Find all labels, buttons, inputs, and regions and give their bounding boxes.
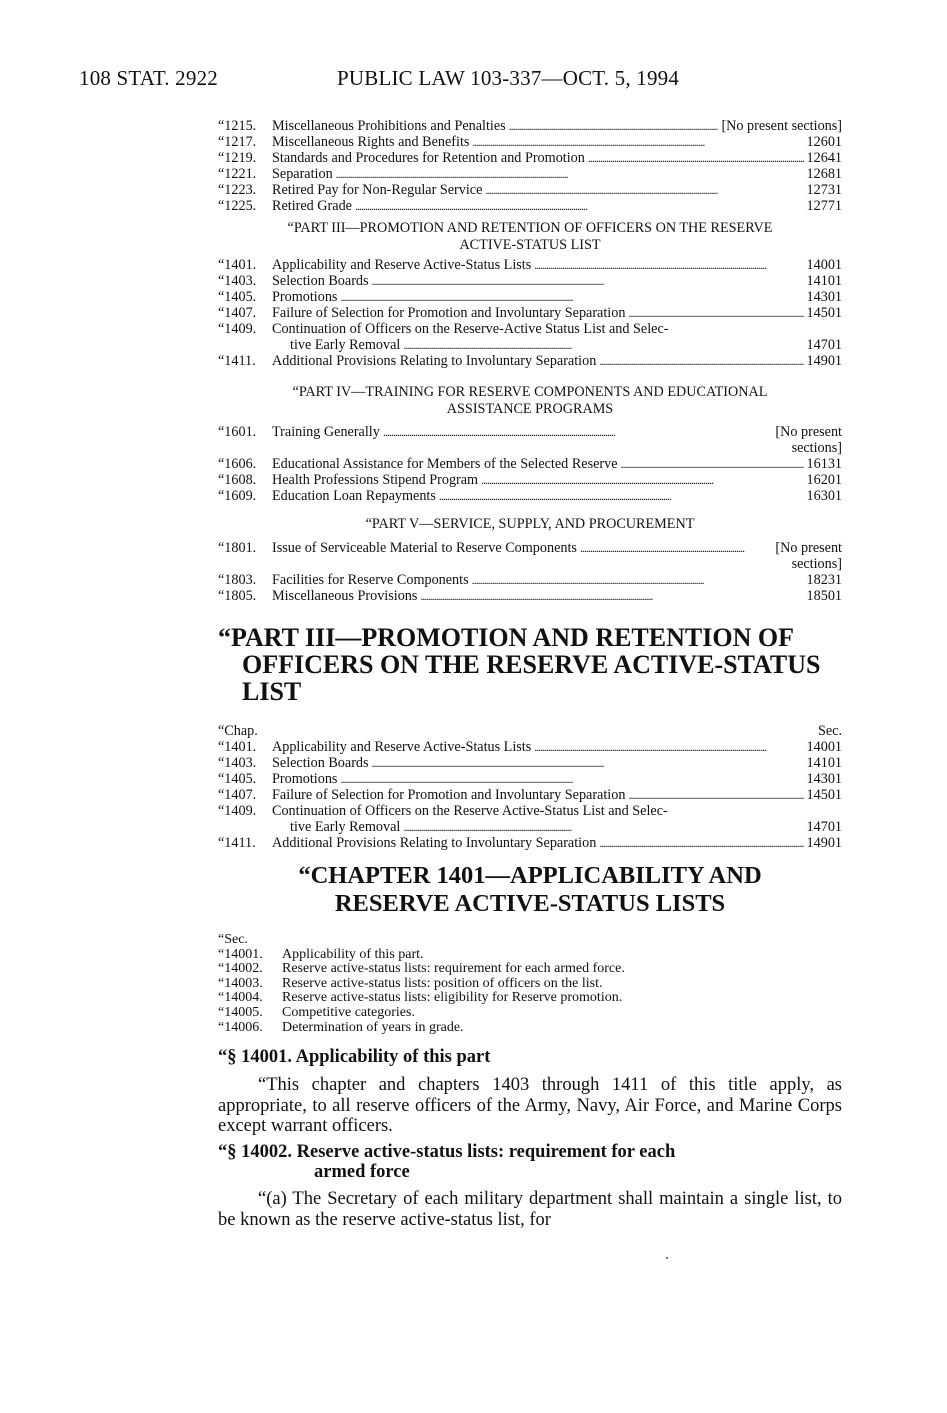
no-present-sections: sections] [791,556,842,572]
toc-row: “1405. Promotions . . . 14301 [218,289,842,305]
part-3-chapter-list [218,723,842,851]
section-list-item: “14003. Reserve active-status lists: position of officers on the list. [218,975,603,991]
toc-row: “1219. Standards and Procedures for Retention and Promotion . . . 12641 [218,150,842,166]
section-14001-heading: “§ 14001. Applicability of this part [218,1047,491,1067]
chapter-rows [218,739,842,803]
section-14002-body: “(a) The Secretary of each military department shall maintain a single list, to be known as the reserve active-status list, for [218,1189,842,1230]
toc-row: “1403. Selection Boards . . . 14101 [218,273,842,289]
toc-top [218,118,842,214]
part-5-toc-heading: “PART V—SERVICE, SUPPLY, AND PROCUREMENT [365,516,695,532]
part-3-heading: “PART III—PROMOTION AND RETENTION OF OFFICERS ON THE RESERVE ACTIVE-STATUS LIST [218,623,821,706]
toc-row: “1803. Facilities for Reserve Components . . . 18231 [218,572,842,588]
toc-row: “1409. Continuation of Officers on the Reserve-Active Status List and Selec- [218,321,669,337]
running-header [79,66,879,96]
section-14002-heading: “§ 14002. Reserve active-status lists: requirement for each armed force [218,1142,676,1182]
toc-row: “1217. Miscellaneous Rights and Benefits . . . 12601 [218,134,842,150]
sec-label: “Sec. [218,932,248,947]
stat-page-number: 108 STAT. 2922 [79,66,218,90]
part-5-toc-rows [218,572,842,604]
toc-row: “1608. Health Professions Stipend Program . . . 16201 [218,472,842,488]
toc-part-4 [218,384,842,504]
section-list-item: “14006. Determination of years in grade. [218,1019,464,1035]
toc-row-continuation: tive Early Removal . . . 14701 [218,819,842,835]
toc-row: “1805. Miscellaneous Provisions . . . 18501 [218,588,842,604]
toc-part-5 [218,516,842,604]
chapter-list-labels: “Chap. Sec. [218,723,842,739]
section-14001-body: “This chapter and chapters 1403 through 1411 of this title apply, as appropriate, to all reserve officers of the Army, Navy, Air Force, and Marine Corps except warrant officers. [218,1075,842,1136]
part-4-toc-rows [218,456,842,504]
toc-row: “1407. Failure of Selection for Promotion and Involuntary Separation . . . 14501 [218,787,842,803]
toc-row: “1403. Selection Boards . . . 14101 [218,755,842,771]
section-list-item: “14005. Competitive categories. [218,1004,415,1020]
toc-row: “1601. Training Generally . . . [No present [218,424,842,440]
toc-row: “1401. Applicability and Reserve Active-Status Lists . . . 14001 [218,257,842,273]
scan-speck [666,1257,668,1259]
toc-row: “1609. Education Loan Repayments . . . 16301 [218,488,842,504]
part-3-toc-rows [218,257,842,321]
toc-row: “1409. Continuation of Officers on the Reserve Active-Status List and Selec- [218,803,668,819]
no-present-sections: sections] [791,440,842,456]
part-3-toc-heading: “PART III—PROMOTION AND RETENTION OF OFFICERS ON THE RESERVE ACTIVE-STATUS LIST [287,220,773,253]
toc-row: “1405. Promotions . . . 14301 [218,771,842,787]
toc-row: “1225. Retired Grade . . . 12771 [218,198,842,214]
toc-row: “1223. Retired Pay for Non-Regular Service . . . 12731 [218,182,842,198]
toc-row: “1407. Failure of Selection for Promotion and Involuntary Separation . . . 14501 [218,305,842,321]
toc-row: “1411. Additional Provisions Relating to Involuntary Separation . . . 14901 [218,835,842,851]
toc-row: “1215. Miscellaneous Prohibitions and Penalties . . . [No present sections] [218,118,842,134]
section-list-item: “14002. Reserve active-status lists: requirement for each armed force. [218,961,625,977]
public-law-citation: PUBLIC LAW 103-337—OCT. 5, 1994 [337,66,680,90]
toc-row-continuation: tive Early Removal . . . 14701 [218,337,842,353]
section-list-item: “14001. Applicability of this part. [218,946,424,962]
chapter-1401-heading: “CHAPTER 1401—APPLICABILITY AND RESERVE ACTIVE-STATUS LISTS [298,862,762,917]
toc-row: “1411. Additional Provisions Relating to Involuntary Separation . . . 14901 [218,353,842,369]
toc-part-3 [218,220,842,369]
toc-row: “1606. Educational Assistance for Members of the Selected Reserve . . . 16131 [218,456,842,472]
part-4-toc-heading: “PART IV—TRAINING FOR RESERVE COMPONENTS AND EDUCATIONAL ASSISTANCE PROGRAMS [292,384,768,417]
section-list-item: “14004. Reserve active-status lists: eligibility for Reserve promotion. [218,990,623,1006]
toc-row: “1221. Separation . . . 12681 [218,166,842,182]
toc-row: “1801. Issue of Serviceable Material to Reserve Components . . . [No present [218,540,842,556]
chapter-section-list [218,933,842,1035]
toc-row: “1401. Applicability and Reserve Active-Status Lists . . . 14001 [218,739,842,755]
